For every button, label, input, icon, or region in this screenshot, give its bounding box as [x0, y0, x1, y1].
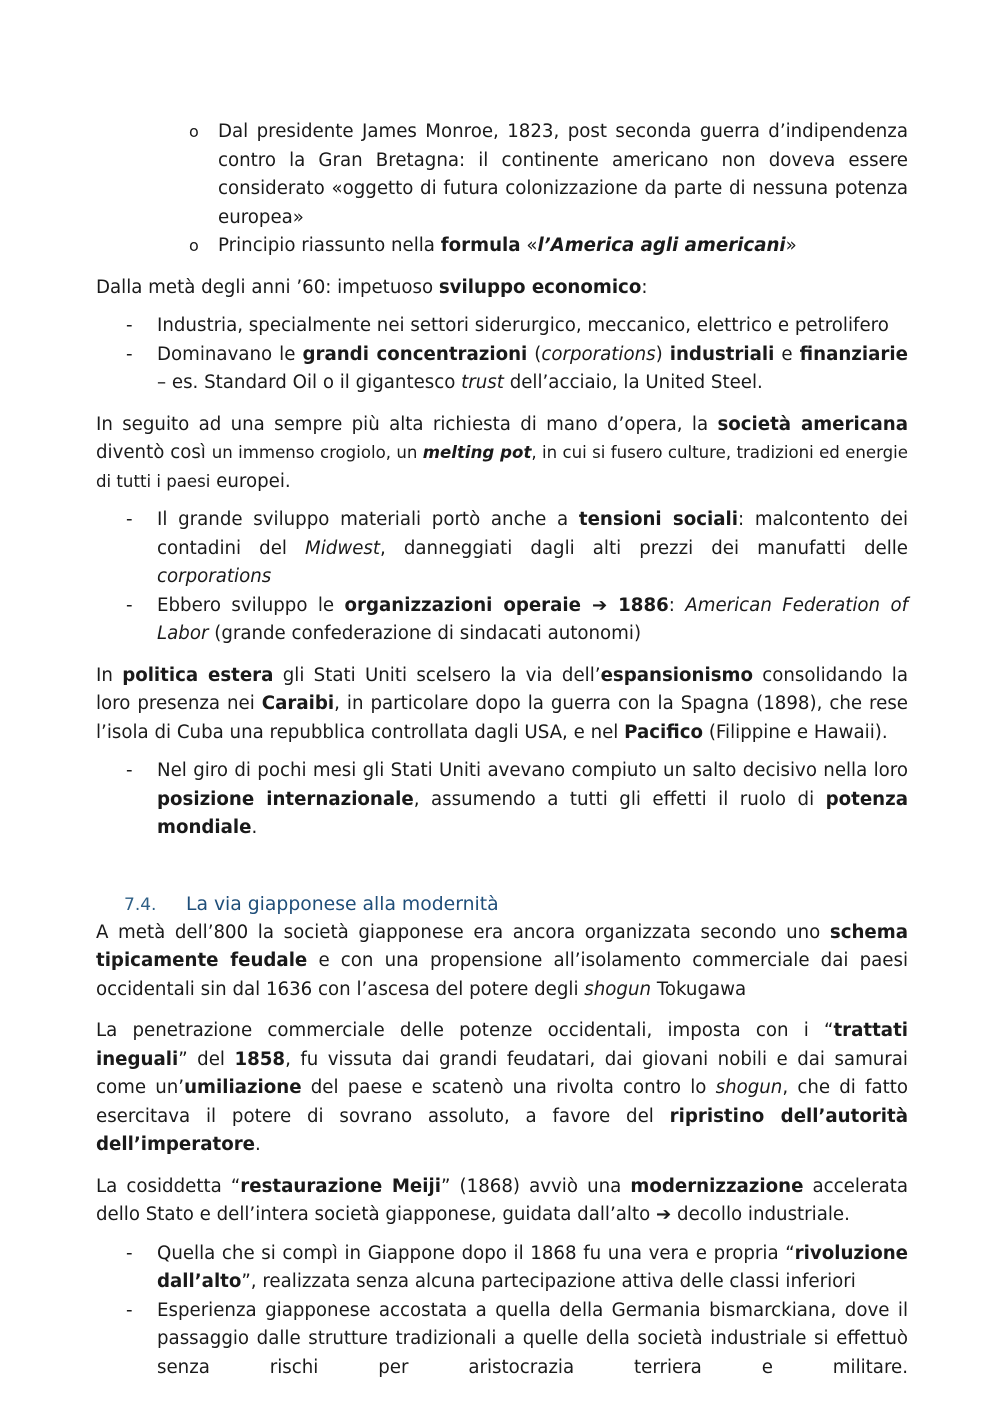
list-item: - Ebbero sviluppo le organizzazioni operaie ➔ 1886: American Federation of Labor (grande confederazione di sindacati autonomi)	[126, 594, 909, 644]
paragraph-economy: Dalla metà degli anni ’60: impetuoso sviluppo economico:	[96, 276, 648, 298]
section-heading	[96, 891, 908, 919]
society-list	[126, 506, 909, 649]
section-number: 7.4.	[124, 894, 157, 915]
list-item: - Il grande sviluppo materiali portò anche a tensioni sociali: malcontento dei contadini del Midwest, danneggiati dagli alti prezzi dei manufatti delle corporations	[126, 509, 909, 587]
paragraph-japan-treaties: La penetrazione commerciale delle potenze occidentali, imposta con i “trattati ineguali” del 1858, fu vissuta dai grandi feudatari, dai giovani nobili e dai samurai come un’umiliazione del paese e scatenò una rivolta contro lo shogun, che di fatto esercitava il potere di sovrano assoluto, a favore del ripristino dell’autorità dell’imperatore.	[96, 1020, 908, 1155]
arrow-icon: ➔	[656, 1204, 672, 1225]
paragraph-society: In seguito ad una sempre più alta richiesta di mano d’opera, la società americana diventò così un immenso crogiolo, un melting pot, in cui si fusero culture, tradizioni ed energie di tutti i paesi europei.	[96, 413, 908, 492]
paragraph-japan-feudal: A metà dell’800 la società giapponese era ancora organizzata secondo uno schema tipicamente feudale e con una propensione all’isolamento commerciale dai paesi occidentali sin dal 1636 con l’ascesa del potere degli shogun Tokugawa	[96, 921, 908, 1000]
paragraph-foreign-policy: In politica estera gli Stati Uniti scelsero la via dell’espansionismo consolidando la loro presenza nei Caraibi, in particolare dopo la guerra con la Spagna (1898), che rese l’isola di Cuba una repubblica controllata dagli USA, e nel Pacifico (Filippine e Hawaii).	[96, 664, 909, 743]
list-item: - Nel giro di pochi mesi gli Stati Uniti avevano compiuto un salto decisivo nella loro posizione internazionale, assumendo a tutti gli effetti il ruolo di potenza mondiale.	[126, 760, 908, 838]
paragraph-meiji: La cosiddetta “restaurazione Meiji” (1868) avviò una modernizzazione accelerata dello Stato e dell’intera società giapponese, guidata dall’alto ➔ decollo industriale.	[96, 1175, 908, 1225]
list-item: o Dal presidente James Monroe, 1823, post seconda guerra d’indipendenza contro la Gran Bretagna: il continente americano non doveva essere considerato «oggetto di futura colonizzazione da parte di nessuna potenza europea»	[218, 118, 908, 232]
foreign-list	[126, 757, 908, 843]
monroe-list	[218, 118, 908, 261]
arrow-icon: ➔	[581, 594, 619, 616]
list-item: - Dominavano le grandi concentrazioni (corporations) industriali e finanziarie – es. Standard Oil o il gigantesco trust dell’acciaio, la United Steel.	[126, 343, 908, 393]
document-page	[96, 118, 908, 1382]
list-item: - Esperienza giapponese accostata a quella della Germania bismarckiana, dove il passaggio dalle strutture tradizionali a quelle della società industriale si effettuò senza rischi per aristocrazia terriera e militare.	[126, 1299, 908, 1378]
list-item: - Quella che si compì in Giappone dopo il 1868 fu una vera e propria “rivoluzione dall’alto”, realizzata senza alcuna partecipazione attiva delle classi inferiori	[126, 1242, 908, 1292]
list-item: o Principio riassunto nella formula «l’America agli americani»	[218, 232, 908, 261]
list-item: - Industria, specialmente nei settori siderurgico, meccanico, elettrico e petrolifero	[126, 315, 889, 336]
japan-list	[126, 1240, 908, 1383]
section-title: La via giapponese alla modernità	[186, 893, 499, 915]
economy-list	[126, 312, 908, 398]
